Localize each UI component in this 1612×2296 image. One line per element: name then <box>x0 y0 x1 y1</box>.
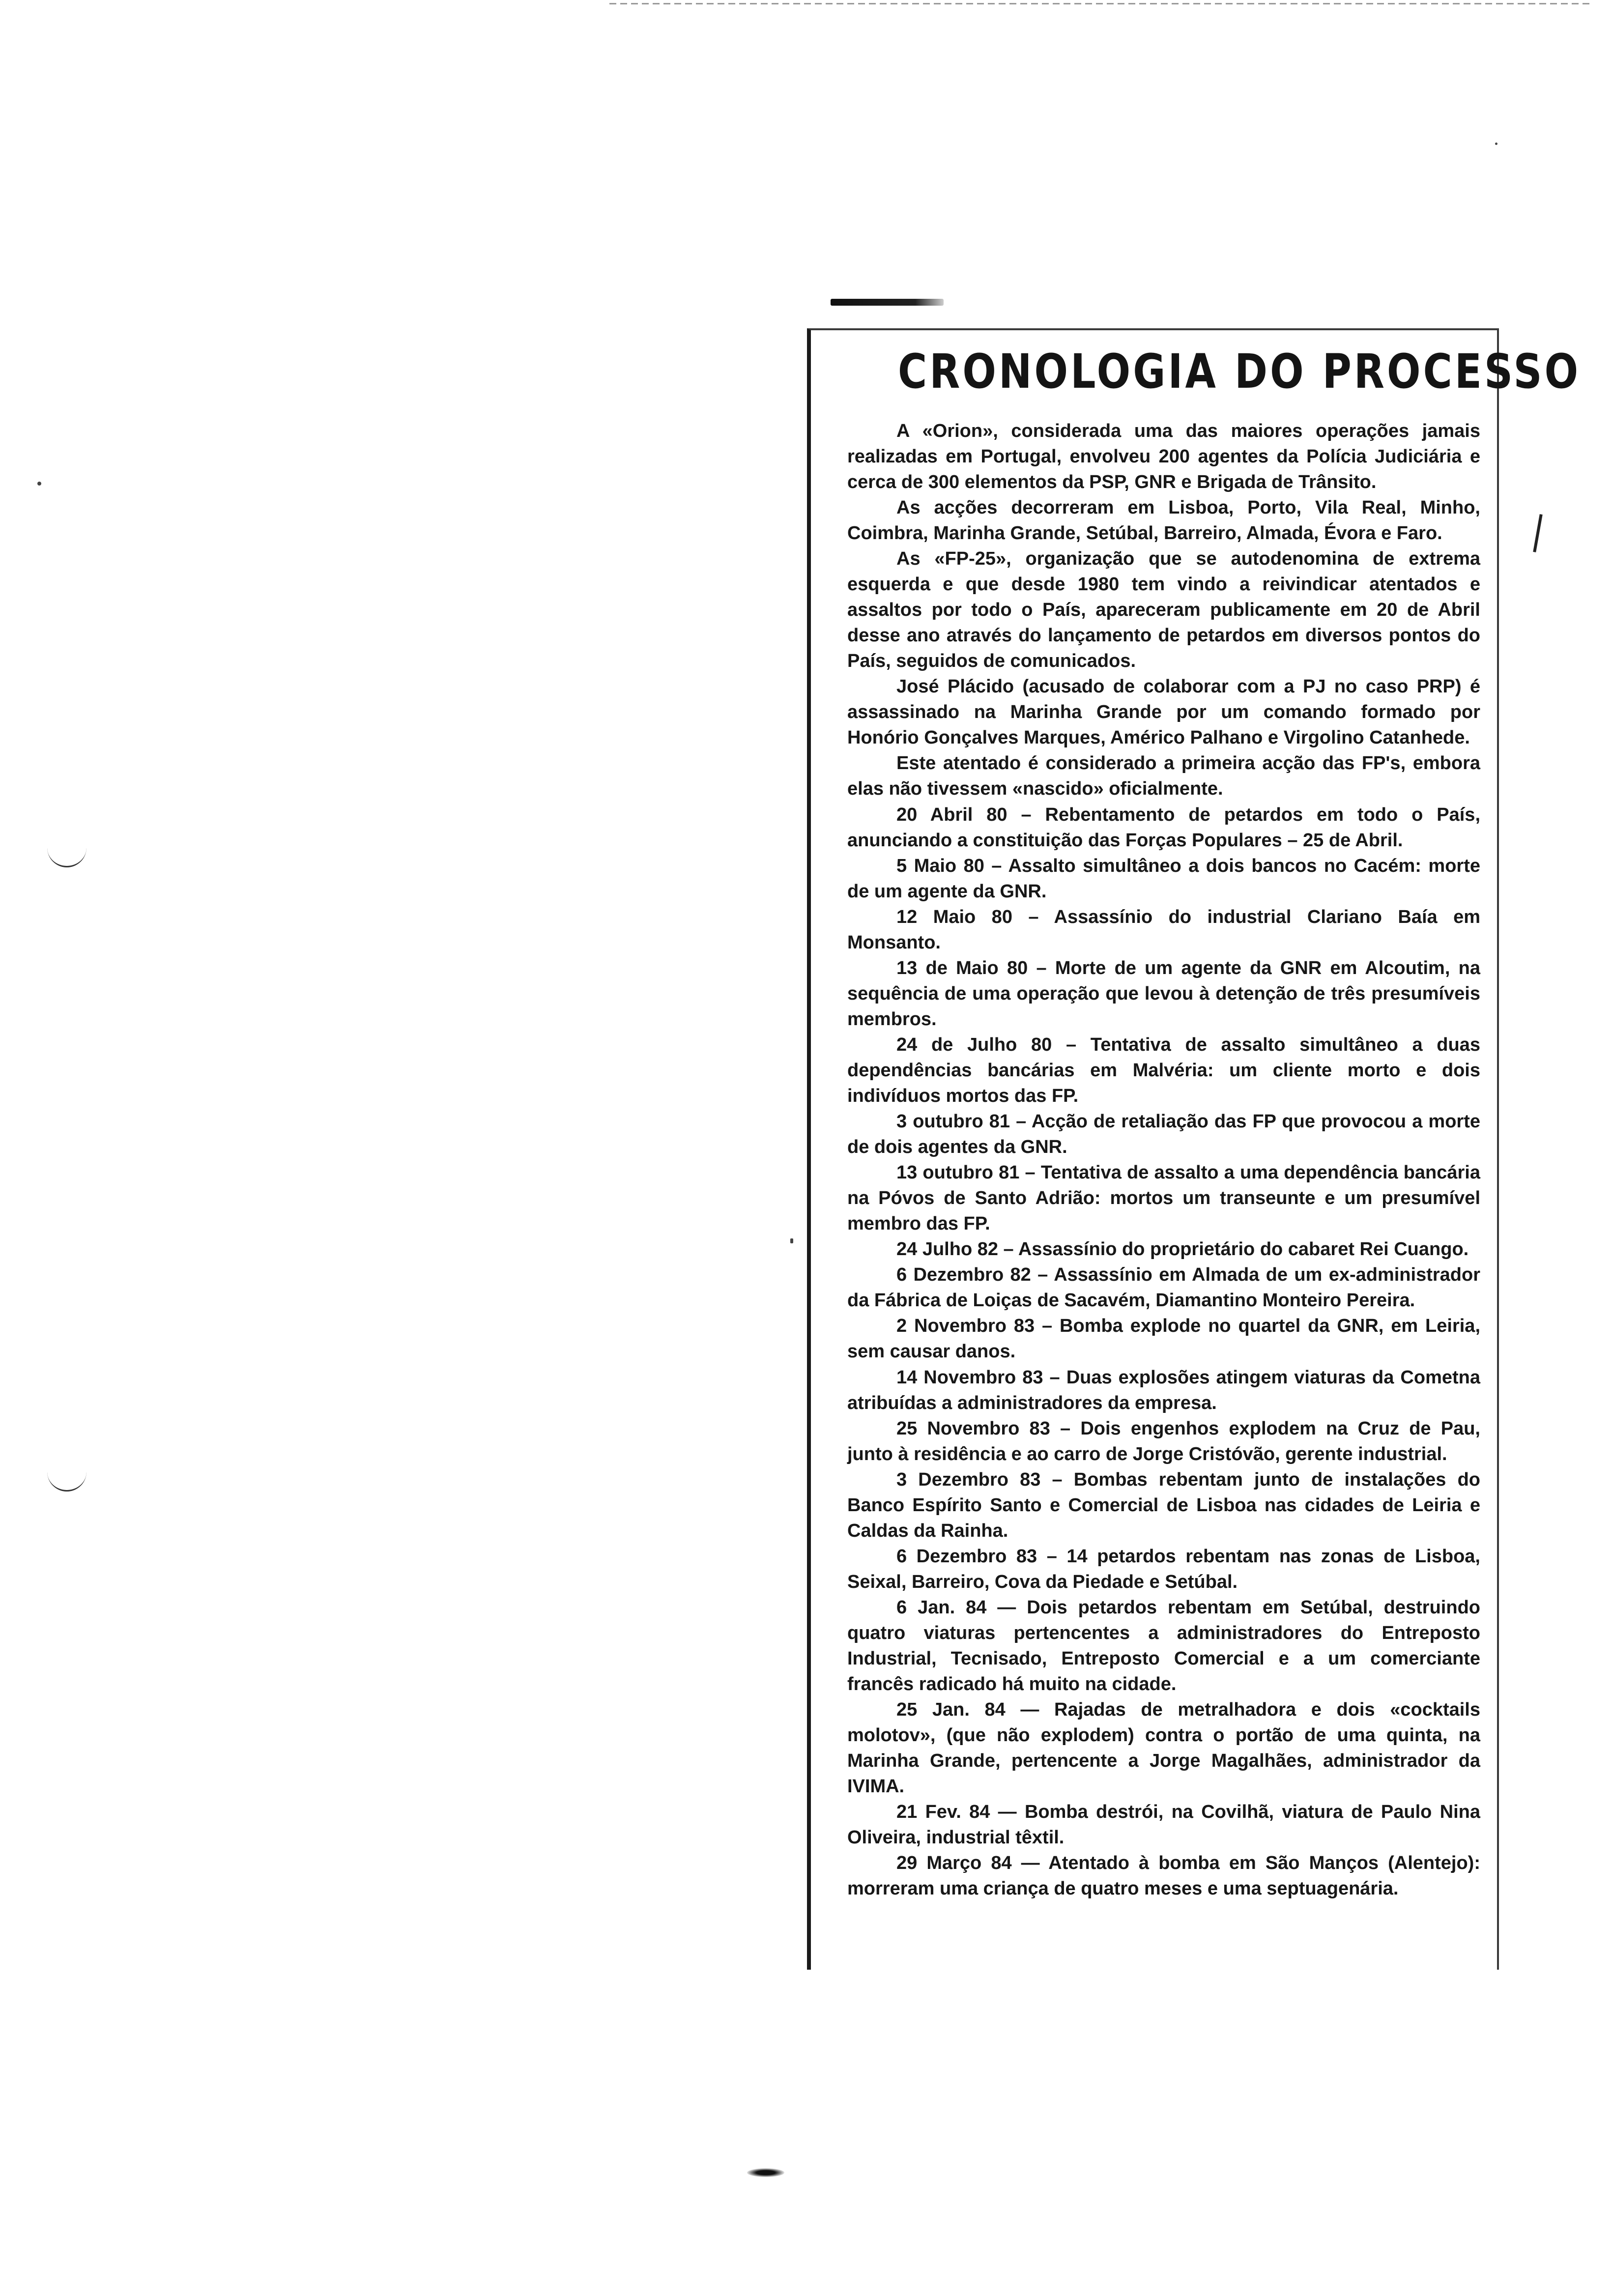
chronology-entry: 14 Novembro 83 – Duas explosões atingem viaturas da Cometna atribuídas a administradores da empresa. <box>847 1367 1480 1413</box>
chronology-entry: 6 Dezembro 83 – 14 petardos rebentam nas zonas de Lisboa, Seixal, Barreiro, Cova da Piedade e Setúbal. <box>847 1546 1480 1592</box>
intro-paragraph: A «Orion», considerada uma das maiores operações jamais realizadas em Portugal, envolveu 200 agentes da Polícia Judiciária e cerca de 300 elementos da PSP, GNR e Brigada de Trânsito. <box>847 420 1480 492</box>
scan-speck <box>790 1238 793 1243</box>
newspaper-clipping <box>807 328 1581 1970</box>
scan-speck <box>37 482 41 486</box>
clipping-title: CRONOLOGIA DO PROCESSO <box>898 344 1581 399</box>
chronology-entry: 21 Fev. 84 — Bomba destrói, na Covilhã, viatura de Paulo Nina Oliveira, industrial têxtil. <box>847 1802 1480 1848</box>
scan-smudge <box>747 2168 784 2177</box>
scan-speck <box>1495 143 1497 145</box>
binder-hole-mark-bottom <box>47 1470 86 1492</box>
chronology-entry: 20 Abril 80 – Rebentamento de petardos em todo o País, anunciando a constituição das Forças Populares – 25 de Abril. <box>847 804 1480 851</box>
chronology-entry: 25 Novembro 83 – Dois engenhos explodem na Cruz de Pau, junto à residência e ao carro de Jorge Cristóvão, gerente industrial. <box>847 1418 1480 1464</box>
intro-paragraph: Este atentado é considerado a primeira acção das FP's, embora elas não tivessem «nascido» oficialmente. <box>847 753 1480 800</box>
chronology-entry: 24 de Julho 80 – Tentativa de assalto simultâneo a duas dependências bancárias em Malvéria: um cliente morto e dois indivíduos mortos das FP. <box>847 1034 1480 1107</box>
scan-edge-line <box>609 3 1592 4</box>
chronology-entry: 29 Março 84 — Atentado à bomba em São Manços (Alentejo): morreram uma criança de quatro meses e uma septuagenária. <box>847 1853 1480 1899</box>
chronology-entry: 3 outubro 81 – Acção de retaliação das FP que provocou a morte de dois agentes da GNR. <box>847 1111 1480 1158</box>
intro-paragraph: As «FP-25», organização que se autodenomina de extrema esquerda e que desde 1980 tem vindo a reivindicar atentados e assaltos por todo o País, apareceram publicamente em 20 de Abril desse ano através do lançamento de petardos em diversos pontos do País, seguidos de comunicados. <box>847 548 1480 672</box>
clipping-body <box>847 418 1480 1902</box>
chronology-entry: 24 Julho 82 – Assassínio do proprietário do cabaret Rei Cuango. <box>896 1239 1469 1260</box>
chronology-entry: 25 Jan. 84 — Rajadas de metralhadora e dois «cocktails molotov», (que não explodem) contra o portão de uma quinta, na Marinha Grande, pertencente a Jorge Magalhães, administrador da IVIMA. <box>847 1699 1480 1797</box>
chronology-entry: 6 Dezembro 82 – Assassínio em Almada de um ex-administrador da Fábrica de Loiças de Sacavém, Diamantino Monteiro Pereira. <box>847 1264 1480 1311</box>
chronology-entry: 6 Jan. 84 — Dois petardos rebentam em Setúbal, destruindo quatro viaturas pertencentes a administradores do Entreposto Industrial, Tecnisado, Entreposto Comercial e a um comerciante francês radicado há muito na cidade. <box>847 1597 1480 1695</box>
clipping-header-rule <box>831 299 944 306</box>
chronology-entry: 3 Dezembro 83 – Bombas rebentam junto de instalações do Banco Espírito Santo e Comercial de Lisboa nas cidades de Leiria e Caldas da Rainha. <box>847 1469 1480 1541</box>
chronology-entry: 2 Novembro 83 – Bomba explode no quartel da GNR, em Leiria, sem causar danos. <box>847 1316 1480 1362</box>
chronology-entry: 12 Maio 80 – Assassínio do industrial Clariano Baía em Monsanto. <box>847 906 1480 953</box>
chronology-entry: 5 Maio 80 – Assalto simultâneo a dois bancos no Cacém: morte de um agente da GNR. <box>847 855 1480 902</box>
margin-pen-mark <box>1533 514 1542 552</box>
chronology-entry: 13 outubro 81 – Tentativa de assalto a uma dependência bancária na Póvos de Santo Adrião: mortos um transeunte e um presumível membro das FP. <box>847 1162 1480 1234</box>
intro-paragraph: As acções decorreram em Lisboa, Porto, Vila Real, Minho, Coimbra, Marinha Grande, Setúbal, Barreiro, Almada, Évora e Faro. <box>847 497 1480 544</box>
intro-paragraph: José Plácido (acusado de colaborar com a PJ no caso PRP) é assassinado na Marinha Grande por um comando formado por Honório Gonçalves Marques, Américo Palhano e Virgolino Catanhede. <box>847 676 1480 748</box>
chronology-entry: 13 de Maio 80 – Morte de um agente da GNR em Alcoutim, na sequência de uma operação que levou à detenção de três presumíveis membros. <box>847 957 1480 1030</box>
binder-hole-mark-top <box>47 846 86 867</box>
